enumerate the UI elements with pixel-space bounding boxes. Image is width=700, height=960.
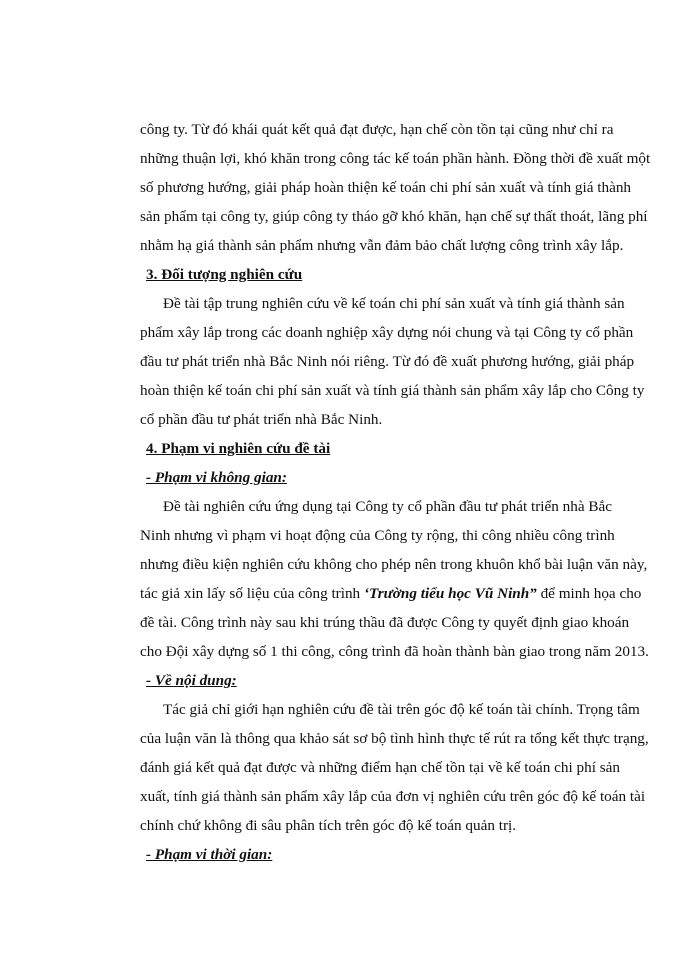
content-line5: chính chứ không đi sâu phân tích trên góc độ kế toán quản trị. [140, 817, 517, 834]
space-line4-post: để minh họa cho [536, 585, 642, 602]
space-line4-pre: tác giả xin lấy số liệu của công trình [140, 585, 364, 602]
content-line4: xuất, tính giá thành sản phẩm xây lắp của đơn vị nghiên cứu trên góc độ kế toán tài [140, 788, 646, 805]
space-line2: Ninh nhưng vì phạm vi hoạt động của Công ty rộng, thi công nhiều công trình [140, 527, 615, 544]
content-line1: Tác giả chỉ giới hạn nghiên cứu đề tài trên góc độ kế toán tài chính. Trọng tâm [163, 701, 640, 718]
space-line3: nhưng điều kiện nghiên cứu không cho phép nên trong khuôn khổ bài luận văn này, [140, 556, 648, 573]
content-line3: đánh giá kết quả đạt được và những điểm hạn chế tồn tại về kế toán chi phí sản [140, 759, 620, 776]
space-line6: cho Đội xây dựng số 1 thi công, công trình đã hoàn thành bàn giao trong năm 2013. [140, 643, 649, 660]
space-line1: Đề tài nghiên cứu ứng dụng tại Công ty cổ phần đầu tư phát triển nhà Bắc [163, 498, 612, 515]
para1-line1: công ty. Từ đó khái quát kết quả đạt được, hạn chế còn tồn tại cũng như chỉ ra [140, 121, 614, 138]
para1-line2: những thuận lợi, khó khăn trong công tác kế toán phần hành. Đồng thời đề xuất một [140, 150, 651, 167]
space-line5: đề tài. Công trình này sau khi trúng thầu đã được Công ty quyết định giao khoán [140, 614, 630, 631]
section4-heading: 4. Phạm vi nghiên cứu đề tài [146, 440, 331, 457]
section3-line2: phẩm xây lắp trong các doanh nghiệp xây dựng nói chung và tại Công ty cổ phần [140, 324, 634, 341]
section3-heading: 3. Đối tượng nghiên cứu [146, 266, 303, 283]
space-subheading: - Phạm vi không gian: [146, 469, 287, 486]
section3-line3: đầu tư phát triển nhà Bắc Ninh nói riêng. Từ đó đề xuất phương hướng, giải pháp [140, 353, 635, 370]
section3-line5: cổ phần đầu tư phát triển nhà Bắc Ninh. [140, 411, 383, 428]
content-line2: của luận văn là thông qua khảo sát sơ bộ tình hình thực tế rút ra tổng kết thực trạng, [140, 730, 649, 747]
section3-line1: Đề tài tập trung nghiên cứu về kế toán chi phí sản xuất và tính giá thành sản [163, 295, 625, 312]
para1-line4: sản phẩm tại công ty, giúp công ty tháo gỡ khó khăn, hạn chế sự thất thoát, lãng phí [140, 208, 648, 225]
content-subheading: - Về nội dung: [146, 672, 237, 689]
para1-line5: nhằm hạ giá thành sản phẩm nhưng vẫn đảm bảo chất lượng công trình xây lắp. [140, 237, 624, 254]
space-line4 [140, 585, 642, 603]
section3-line4: hoàn thiện kế toán chi phí sản xuất và tính giá thành sản phẩm xây lắp cho Công ty [140, 382, 645, 399]
time-subheading: - Phạm vi thời gian: [146, 846, 273, 863]
project-name: ‘Trường tiểu học Vũ Ninh” [363, 585, 537, 602]
para1-line3: số phương hướng, giải pháp hoàn thiện kế toán chi phí sản xuất và tính giá thành [140, 179, 632, 196]
